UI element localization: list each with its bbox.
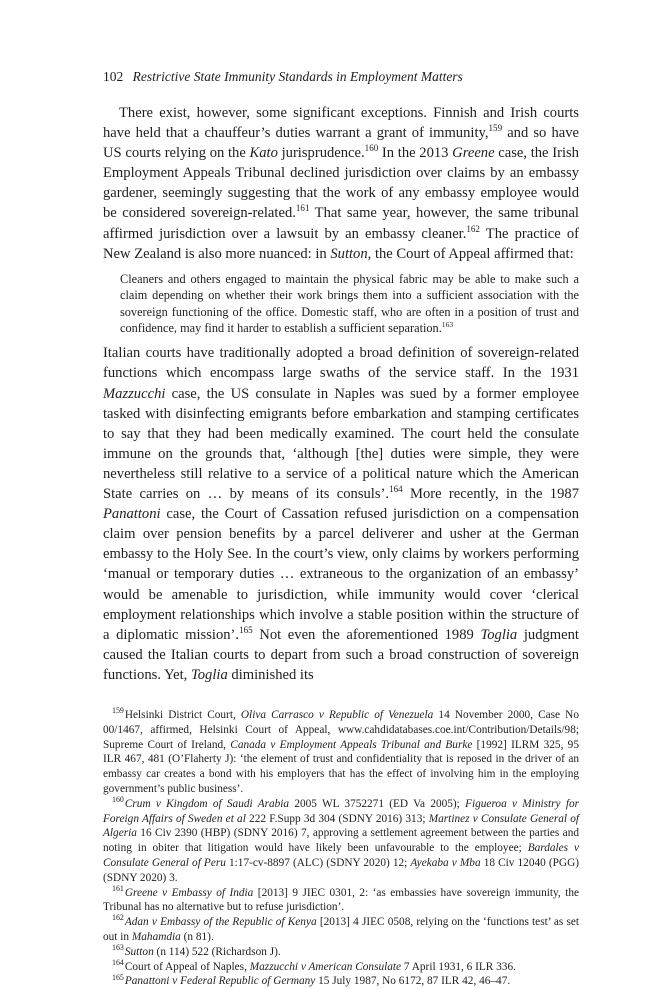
footnote-ref-163[interactable]: 163	[441, 319, 454, 329]
footnote-number: 160	[112, 794, 124, 804]
footnote-ref-159[interactable]: 159	[488, 123, 503, 134]
footnote-number: 161	[112, 883, 124, 893]
running-title: Restrictive State Immunity Standards in Employment Matters	[132, 69, 463, 84]
footnote-ref-160[interactable]: 160	[364, 143, 379, 154]
footnote-ref-161[interactable]: 161	[295, 203, 310, 214]
footnote-165: $^{165}$Panattoni v Federal Republic of Germany 15 July 1987, No 6172, 87 ILR 42, 46–47.	[112, 972, 511, 988]
case-name: Toglia	[190, 666, 228, 683]
footnote-number: 159	[112, 706, 124, 716]
footnote-ref-164[interactable]: 164	[389, 484, 403, 495]
footnote-159: $^{159}$Helsinki District Court, Oliva Carrasco v Republic of Venezuela 14 November 2000, Case No 00/1467, affirmed, Helsinki Court of Appeal, www.cahdidatabases.coe.int/Contribution/Details/98; Supreme Court of Ireland, Canada v Employment Appeals Tribunal and Burke [1992] ILRM 325, 95 ILR 467, 481 (O’Flaherty J): ‘the element of trust and confidentiality that is reposed in the driver of an embassy car creates a bond with his employers that has the effect of involving him in the employing government’s public business’.	[103, 706, 579, 795]
footnotes	[103, 708, 579, 989]
block-quote: Cleaners and others engaged to maintain the physical fabric may be able to make such a claim depending on whether their work brings them into a sufficient association with the sovereign functioning of the office. Domestic staff, who are often in a position of trust and confidence, may find it harder to establish a sufficient separation.$^{163}$	[120, 271, 579, 335]
page-number: 102	[103, 69, 124, 84]
footnote-163: $^{163}$Sutton (n 114) 522 (Richardson J).	[112, 942, 281, 958]
footnote-161: $^{161}$Greene v Embassy of India [2013] 9 JIEC 0301, 2: ‘as embassies have sovereign immunity, the Tribunal has no alternative but to refuse jurisdiction’.	[103, 883, 580, 914]
running-header	[103, 66, 579, 88]
paragraph-2: Italian courts have traditionally adopted a broad definition of sovereign-related functions which encompass large swaths of the service staff. In the 1931 Mazzucchi case, the US consulate in Naples was sued by a former employee tasked with disinfecting emigrants before embarkation and stamping certificates to say that they had been medically examined. The court held the consulate immune on the grounds that, ‘although [the] duties were simple, they were nevertheless still relative to a service of a political nature which the American State carries on … by means of its consuls’.$^{164}$ More recently, in the 1987 Panattoni case, the Court of Cassation refused jurisdiction on a compensation claim over pension benefits by a parcel deliverer and usher at the German embassy to the Holy See. In the court’s view, only claims by workers performing ‘manual or temporary duties … extraneous to the organization of an embassy’ would be amenable to jurisdiction, while immunity would cover ‘clerical employment relationships which involve a stable position within the structure of a diplomatic mission’.$^{165}$ Not even the aforementioned 1989 Toglia judgment caused the Italian courts to depart from such a broad construction of sovereign functions. Yet, Toglia diminished its	[103, 345, 579, 683]
footnote-number: 165	[112, 972, 124, 982]
footnote-162: $^{162}$Adan v Embassy of the Republic of Kenya [2013] 4 JIEC 0508, relying on the ‘functions test’ as set out in Mahamdia (n 81).	[103, 913, 579, 943]
paragraph-1: There exist, however, some significant exceptions. Finnish and Irish courts have held that a chauffeur’s duties warrant a grant of immunity,$^{159}$ and so have US courts relying on the Kato jurisprudence.$^{160}$ In the 2013 Greene case, the Irish Employment Appeals Tribunal declined jurisdiction over claims by an embassy gardener, seemingly suggesting that the work of any embassy employee would be considered sovereign-related.$^{161}$ That same year, however, the same tribunal affirmed jurisdiction over a lawsuit by an embassy cleaner.$^{162}$ The practice of New Zealand is also more nuanced: in Sutton, the Court of Appeal affirmed that:	[103, 105, 580, 262]
footnote-number: 164	[112, 957, 124, 967]
footnote-160: $^{160}$Crum v Kingdom of Saudi Arabia 2005 WL 3752271 (ED Va 2005); Figueroa v Ministry for Foreign Affairs of Sweden et al 222 F.Supp 3d 304 (SDNY 2016) 313; Martinez v Consulate General of Algeria 16 Civ 2390 (HBP) (SDNY 2016) 7, approving a settlement agreement between the parties and noting in obiter that litigation would have likely been unfavourable to the employee; Bardales v Consulate General of Peru 1:17-cv-8897 (ALC) (SDNY 2020) 12; Ayekaba v Mba 18 Civ 12040 (PGG) (SDNY 2020) 3.	[103, 794, 580, 884]
case-name: Panattoni	[103, 506, 161, 523]
footnote-ref-165[interactable]: 165	[239, 624, 253, 635]
footnote-number: 162	[112, 913, 124, 923]
main-text	[103, 103, 579, 685]
case-name: Toglia	[480, 626, 518, 643]
footnote-164: $^{164}$Court of Appeal of Naples, Mazzucchi v American Consulate 7 April 1931, 6 ILR 336.	[112, 957, 516, 973]
case-name: Greene	[452, 145, 495, 162]
book-page	[103, 66, 579, 989]
case-name: Kato	[249, 145, 278, 162]
case-name: Mazzucchi	[103, 385, 166, 402]
footnote-number: 163	[112, 942, 124, 952]
case-name: Sutton	[330, 245, 368, 262]
footnote-ref-162[interactable]: 162	[466, 223, 480, 234]
